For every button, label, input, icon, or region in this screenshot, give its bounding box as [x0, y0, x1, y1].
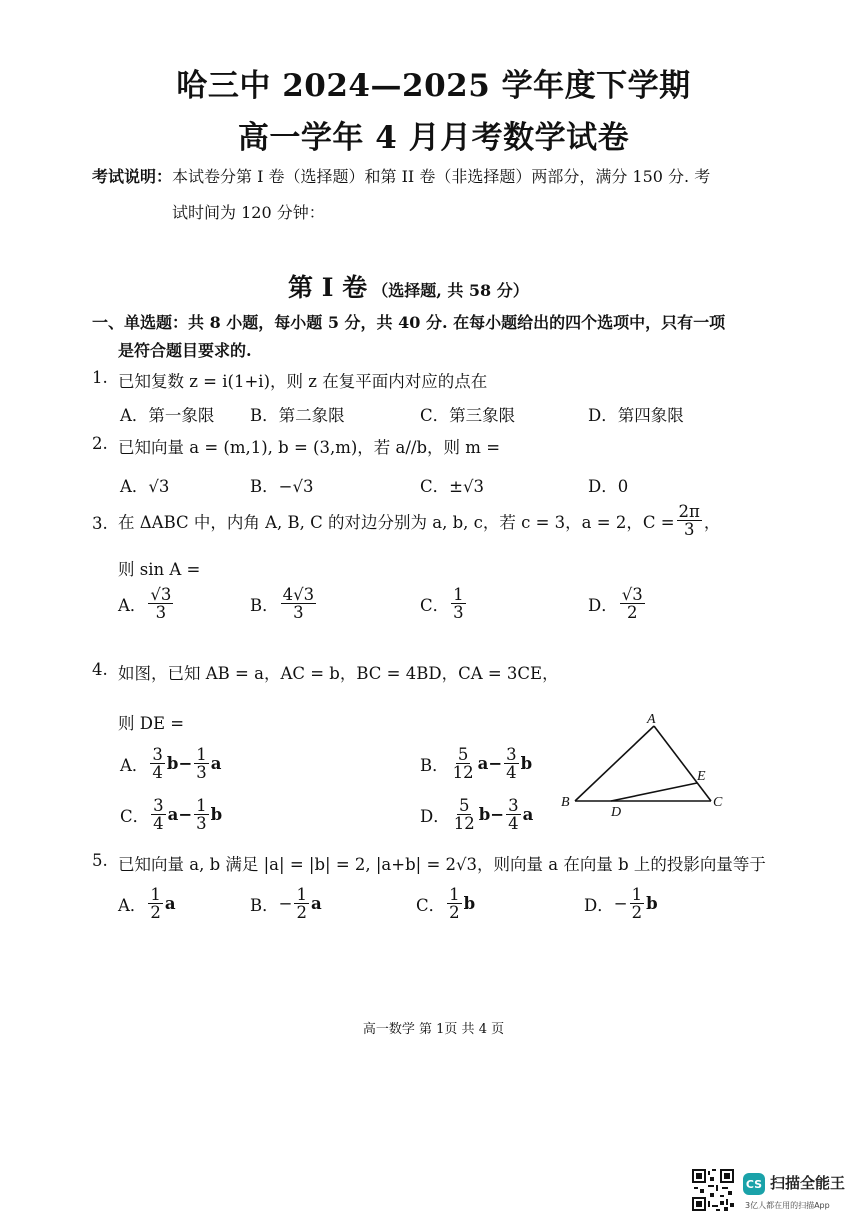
label-b: B [561, 795, 570, 810]
q5-option-b-sign: − [278, 894, 293, 914]
q4-b-frac2-den: 4 [506, 763, 517, 783]
q5-c-den: 2 [449, 903, 460, 923]
q5-option-b [250, 886, 322, 922]
q4-c-mid: a− [167, 805, 193, 825]
section-instructions-line2: 是符合题目要求的. [118, 341, 252, 360]
q4-c-frac2-num: 1 [196, 796, 207, 815]
q3-option-c-num: 1 [453, 585, 464, 604]
q5-option-d-letter: D． [584, 895, 614, 915]
segment-ab [575, 726, 654, 801]
q3-option-d [588, 586, 647, 622]
q4-option-d-letter: D． [420, 806, 450, 826]
qr-code-icon [692, 1169, 734, 1211]
q5-d-den: 2 [631, 903, 643, 923]
q5-option-c-vec: b [463, 894, 476, 914]
triangle-figure [555, 712, 735, 822]
page-footer: 高一数学 第 1页 共 4 页 [362, 1022, 505, 1037]
question-1-number: 1. [92, 368, 108, 387]
q4-option-d-frac1 [452, 797, 477, 833]
q3-option-b-fraction [281, 586, 317, 622]
q4-option-a-letter: A． [120, 755, 149, 775]
question-2-number: 2. [92, 434, 108, 453]
q1-option-a: A．第一象限 [120, 406, 215, 425]
q4-a-frac1-den: 4 [152, 763, 163, 783]
question-2-stem: 已知向量 a = (m,1), b = (3,m)，若 a//b，则 m = [118, 438, 501, 457]
q4-d-frac1-num: 5 [458, 796, 470, 815]
question-3-stem2: 则 sin A = [118, 560, 201, 579]
q3-option-c [420, 586, 468, 622]
question-4-number: 4. [92, 660, 108, 679]
q5-option-d-sign: − [613, 894, 628, 914]
question-5-number: 5. [92, 851, 108, 870]
q5-option-d-vec: b [646, 894, 658, 914]
q3-option-d-den: 2 [626, 603, 638, 623]
q4-c-frac2-den: 3 [196, 814, 207, 834]
q3-stem-end: ， [703, 512, 721, 532]
q4-option-c-frac1 [151, 797, 166, 833]
q4-a-vec: a [210, 754, 222, 774]
q4-option-b-frac1 [451, 746, 476, 782]
q5-option-c-fraction [447, 886, 462, 922]
camscanner-name: 扫描全能王 [770, 1174, 846, 1192]
camscanner-logo-icon: CS [743, 1173, 765, 1195]
q5-option-a-vec: a [164, 894, 176, 914]
q3-option-d-letter: D． [588, 595, 618, 615]
section-title: 第 I 卷 [288, 273, 368, 302]
question-5-stem: 已知向量 a, b 满足 |a| = |b| = 2, |a+b| = 2√3，则向量 a 在向量 b 上的投影向量等于 [118, 855, 766, 874]
camscanner-tagline: 3亿人都在用的扫描App [745, 1201, 830, 1210]
q5-option-a-letter: A． [118, 895, 147, 915]
q5-d-num: 1 [631, 885, 643, 904]
q4-a-frac2-num: 1 [196, 745, 207, 764]
q5-option-c [416, 886, 475, 922]
label-c: C [713, 795, 723, 810]
q3-option-c-fraction [451, 586, 466, 622]
q5-option-b-vec: a [310, 894, 322, 914]
q5-c-num: 1 [449, 885, 460, 904]
q4-option-c-letter: C． [120, 806, 150, 826]
exam-note-line1 [92, 164, 710, 187]
q4-a-frac1-num: 3 [152, 745, 163, 764]
exam-title-line1: 哈三中 2024—2025 学年度下学期 [176, 68, 691, 104]
q4-option-a [120, 746, 222, 782]
q4-option-d [420, 797, 533, 833]
q3-option-b-num: 4√3 [282, 585, 315, 604]
q4-d-frac1-den: 12 [453, 814, 475, 834]
q5-option-b-letter: B． [250, 895, 279, 915]
q3-option-c-den: 3 [453, 603, 464, 623]
q5-a-num: 1 [150, 885, 161, 904]
q3-option-a-fraction [148, 586, 173, 622]
q5-option-d [584, 886, 658, 922]
question-4-stem: 如图，已知 AB = a，AC = b，BC = 4BD，CA = 3CE， [118, 664, 559, 683]
q2-option-b: B．−√3 [250, 477, 314, 496]
exam-note-label: 考试说明： [92, 167, 173, 186]
question-3-number: 3. [92, 514, 108, 533]
q4-d-frac2-num: 3 [508, 796, 519, 815]
exam-title-line2: 高一学年 4 月月考数学试卷 [237, 120, 630, 156]
q4-b-frac1-num: 5 [457, 745, 469, 764]
section-instructions-line1: 一、单选题：共 8 小题，每小题 5 分，共 40 分. 在每小题给出的四个选项中，只有一项 [92, 313, 726, 332]
q3-option-a [118, 586, 175, 622]
q4-a-frac2-den: 3 [196, 763, 207, 783]
q2-option-c: C．±√3 [420, 477, 484, 496]
q4-b-mid: a− [477, 754, 503, 774]
question-1-stem: 已知复数 z = i(1+i)，则 z 在复平面内对应的点在 [118, 372, 488, 391]
q4-option-a-frac1 [150, 746, 165, 782]
q4-d-vec: a [522, 805, 534, 825]
q2-option-a: A．√3 [120, 477, 170, 496]
q5-b-num: 1 [296, 885, 307, 904]
q4-option-c-frac2 [194, 797, 209, 833]
q4-d-frac2-den: 4 [508, 814, 519, 834]
label-d: D [611, 805, 622, 820]
q4-c-frac1-den: 4 [153, 814, 164, 834]
q4-b-vec: b [520, 754, 533, 774]
segment-de [611, 783, 697, 801]
q3-option-a-num: √3 [150, 585, 172, 604]
q4-c-vec: b [210, 805, 223, 825]
q1-option-b: B．第二象限 [250, 406, 345, 425]
q3-option-c-letter: C． [420, 595, 450, 615]
q4-option-b [420, 746, 532, 782]
q4-b-frac1-den: 12 [452, 763, 474, 783]
q5-a-den: 2 [150, 903, 161, 923]
label-a: A [647, 712, 656, 727]
q4-b-frac2-num: 3 [506, 745, 517, 764]
exam-note-line2: 试时间为 120 分钟： [172, 203, 325, 222]
q5-option-a-fraction [148, 886, 163, 922]
q4-option-c [120, 797, 222, 833]
exam-note-text: 本试卷分第 I 卷（选择题）和第 II 卷（非选择题）两部分，满分 150 分. 考 [172, 167, 711, 186]
q3-angle-fraction [677, 503, 702, 539]
q4-d-mid: b− [478, 805, 505, 825]
q4-option-d-frac2 [506, 797, 521, 833]
section-heading [288, 268, 529, 304]
q3-option-b-letter: B． [250, 595, 279, 615]
q5-b-den: 2 [296, 903, 307, 923]
question-4-stem2: 则 DE = [118, 714, 185, 733]
q3-angle-numerator: 2π [678, 502, 700, 521]
q3-option-d-fraction [620, 586, 645, 622]
q2-option-d: D．0 [588, 477, 629, 496]
q3-angle-denominator: 3 [683, 520, 695, 540]
label-e: E [697, 769, 706, 784]
q5-option-b-fraction [294, 886, 309, 922]
q4-option-a-frac2 [194, 746, 209, 782]
q3-option-b-den: 3 [293, 603, 304, 623]
q3-option-a-den: 3 [155, 603, 167, 623]
q5-option-d-fraction [630, 886, 645, 922]
q3-stem-text: 在 ΔABC 中，内角 A, B, C 的对边分别为 a, b, c，若 c = 3，a = 2，C = [118, 512, 675, 532]
q5-option-a [118, 886, 176, 922]
q1-option-c: C．第三象限 [420, 406, 516, 425]
section-subtitle: （选择题, 共 58 分） [372, 281, 529, 300]
q1-option-d: D．第四象限 [588, 406, 684, 425]
q3-option-b [250, 586, 318, 622]
q3-option-d-num: √3 [621, 585, 643, 604]
q4-c-frac1-num: 3 [153, 796, 164, 815]
q4-option-b-frac2 [504, 746, 519, 782]
q4-option-b-letter: B． [420, 755, 449, 775]
question-3-stem [118, 503, 720, 539]
q4-a-mid: b− [166, 754, 193, 774]
q3-option-a-letter: A． [118, 595, 147, 615]
q5-option-c-letter: C． [416, 895, 446, 915]
